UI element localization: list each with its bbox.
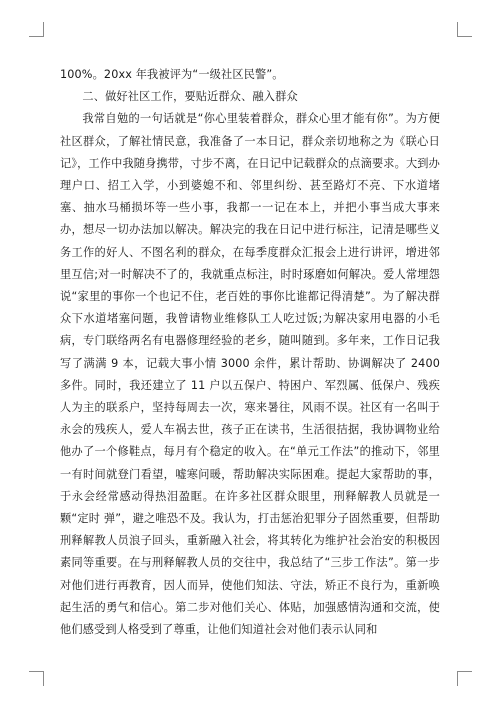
crop-mark-bottom-left [29, 671, 44, 686]
paragraph-body: 我常自勉的一句话就是“你心里装着群众，群众心里才能有你”。为方便社区群众，了解社情民意，我准备了一本日记，群众亲切地称之为《联心日记》，工作中我随身携带，寸步不离，在日记中记载群众的点滴要求。大到办理户口、招工入学，小到婆媳不和、邻里纠纷、甚至路灯不亮、下水道堵塞、抽水马桶损坏等一些小事，我都一一记在本上，并把小事当成大事来办，想尽一切办法加以解决。解决完的我在日记中进行标注，记清是哪些义务工作的好人、不图名利的群众，在每季度群众汇报会上进行讲评，增进邻里互信;对一时解决不了的，我就重点标注，时时琢磨如何解决。爱人常埋怨说“家里的事你一个也记不住，老百姓的事你比谁都记得清楚”。为了解决群众下水道堵塞问题，我曾请物业维修队工人吃过饭;为解决家用电器的小毛病，专门联络两名有电器修理经验的老乡，随叫随到。多年来，工作日记我写了满满 9 本，记载大事小情 3000 余件，累计帮助、协调解决了 2400 多件。同时，我还建立了 11 户以五保户、特困户、军烈属、低保户、残疾人为主的联系户，坚持每周去一次，寒来暑往，风雨不误。社区有一名叫于永会的残疾人，爱人车祸去世，孩子正在读书，生活很拮据，我协调物业给他办了一个修鞋点，每月有个稳定的收入。在“单元工作法”的推动下，邻里一有时间就登门看望，嘘寒问暖，帮助解决实际困难。提起大家帮助的事，于永会经常感动得热泪盈眶。在许多社区群众眼里，刑释解教人员就是一颗“定时 弹”，避之唯恐不及。我认为，打击惩治犯罪分子固然重要，但帮助刑释解教人员浪子回头，重新融入社会，将其转化为维护社会治安的积极因素同等重要。在与刑释解教人员的交往中，我总结了“三步工作法”。第一步对他们进行再教育，因人而异，使他们知法、守法，矫正不良行为，重新唤起生活的勇气和信心。第二步对他们关心、体贴，加强感情沟通和交流，使他们感受到人格受到了尊重，让他们知道社会对他们表示认同和 [60, 112, 440, 637]
crop-mark-top-right [457, 22, 472, 37]
section-heading: 二、做好社区工作，要贴近群众、融入群众 [82, 90, 298, 104]
paragraph-continuation: 100%。20xx 年我被评为“一级社区民警”。 [60, 68, 284, 81]
document-body [60, 64, 440, 641]
crop-mark-bottom-right [457, 671, 472, 686]
crop-mark-top-left [29, 22, 44, 37]
